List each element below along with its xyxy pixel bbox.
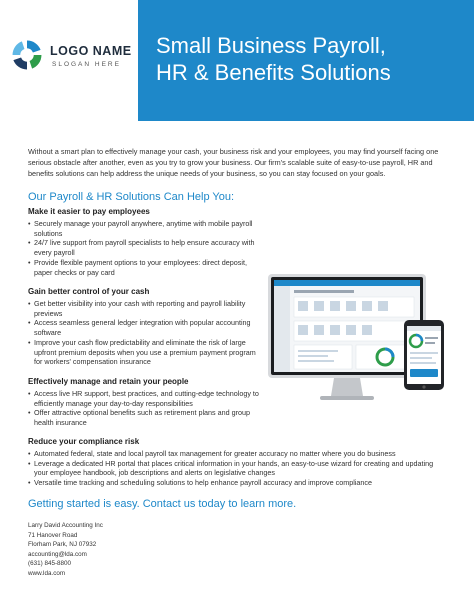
logo-icon — [10, 38, 44, 72]
section-cash-control — [28, 286, 260, 367]
bullet-list — [28, 449, 448, 488]
contact-phone: (631) 845-8800 — [28, 560, 72, 568]
contact-email-link[interactable]: accounting@lda.com — [28, 550, 87, 558]
list-item: • Get better visibility into your cash with reporting and payroll liability previews — [28, 299, 260, 318]
list-item: • 24/7 live support from payroll specialists to help ensure accuracy with every payroll — [28, 238, 260, 257]
bullet-list — [28, 299, 260, 367]
page-title — [156, 32, 391, 86]
device-mockup-image — [268, 274, 454, 410]
intro-paragraph: Without a smart plan to effectively manage your cash, your business risk and your employees, you may find yourself facing one serious obstacle after another, even as you try to grow your business. Our firm's scalable suite of easy-to-use payroll, HR and benefits solutions can help address the unique needs of your business, so you can stay focused on your goals. — [28, 147, 439, 178]
page-header — [0, 0, 474, 121]
bullet-list — [28, 389, 260, 428]
logo-slogan: SLOGAN HERE — [52, 61, 121, 68]
contact-address-line-2: Florham Park, NJ 07932 — [28, 541, 97, 549]
contact-block — [28, 521, 103, 579]
list-item: • Leverage a dedicated HR portal that places critical information in your hands, an easy-to-use wizard for creating and updating your employee handbook, job descriptions and alerts on legislative changes — [28, 459, 448, 478]
logo — [0, 0, 138, 121]
section-pay-employees — [28, 206, 260, 277]
section-title: Gain better control of your cash — [28, 287, 150, 296]
contact-company: Larry David Accounting Inc — [28, 522, 103, 529]
list-item: • Versatile time tracking and scheduling solutions to help enhance payroll accuracy and improve compliance — [28, 478, 448, 488]
section-manage-people — [28, 376, 260, 428]
main-heading: Our Payroll & HR Solutions Can Help You: — [28, 191, 235, 203]
logo-name: LOGO NAME — [50, 44, 132, 58]
title-line-1: Small Business Payroll, — [156, 33, 386, 58]
list-item: • Automated federal, state and local payroll tax management for greater accuracy no matter where you do business — [28, 449, 448, 459]
list-item: • Access live HR support, best practices, and cutting-edge technology to efficiently manage your day-to-day responsibilities — [28, 389, 260, 408]
list-item: • Offer attractive optional benefits such as retirement plans and group health insurance — [28, 408, 260, 427]
section-compliance — [28, 436, 448, 488]
list-item: • Securely manage your payroll anywhere, anytime with mobile payroll solutions — [28, 219, 260, 238]
list-item: • Improve your cash flow predictability and eliminate the risk of large upfront premium deposits when you use a premium payment program for workers' compensation insurance — [28, 338, 260, 367]
contact-address-line-1: 71 Hanover Road — [28, 531, 78, 539]
call-to-action: Getting started is easy. Contact us today to learn more. — [28, 498, 297, 510]
contact-website-link[interactable]: www.lda.com — [28, 569, 66, 577]
section-title: Effectively manage and retain your people — [28, 377, 189, 386]
title-band — [138, 0, 474, 121]
section-title: Make it easier to pay employees — [28, 207, 150, 216]
section-title: Reduce your compliance risk — [28, 437, 140, 446]
list-item: • Provide flexible payment options to your employees: direct deposit, paper checks or pay card — [28, 258, 260, 277]
bullet-list — [28, 219, 260, 277]
title-line-2: HR & Benefits Solutions — [156, 60, 391, 85]
list-item: • Access seamless general ledger integration with popular accounting software — [28, 318, 260, 337]
